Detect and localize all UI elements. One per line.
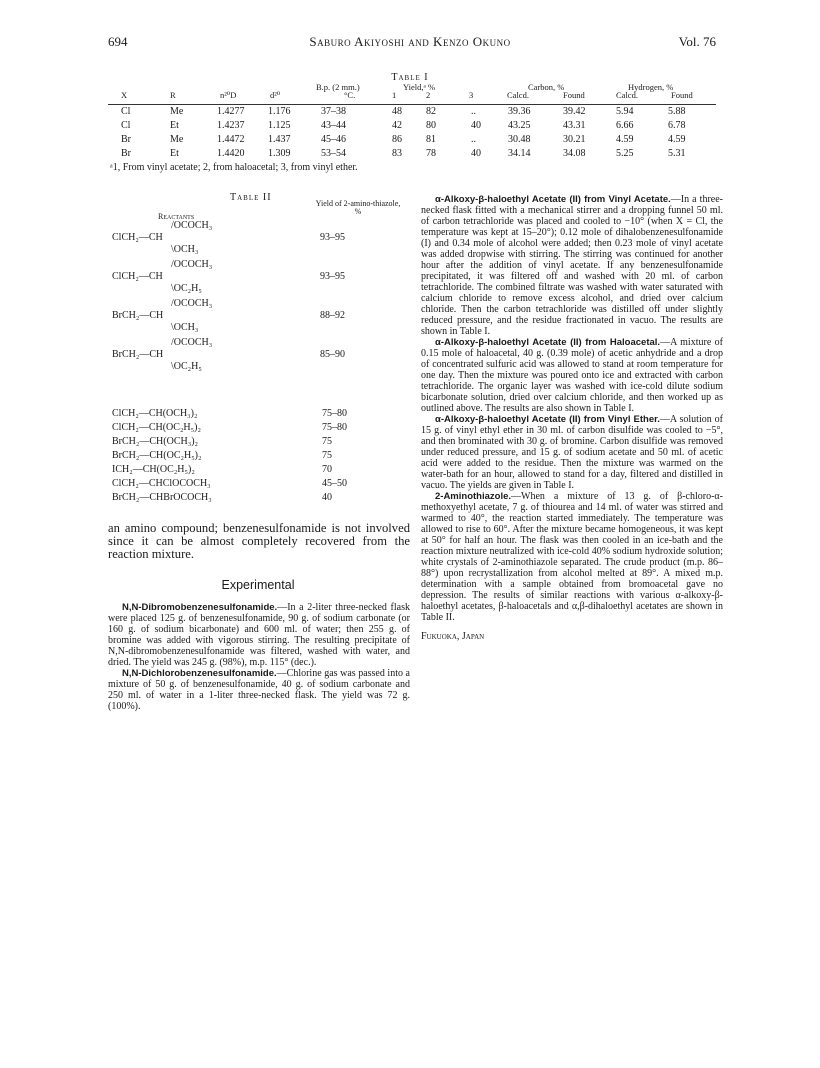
table1-cell: 39.42 [563, 106, 586, 117]
table2-yield: 93–95 [320, 232, 345, 243]
table2-simple-entry [108, 478, 408, 490]
table2-simple-entry [108, 492, 408, 504]
paragraph-text: —In a 2-liter three-necked flask were placed 125 g. of benzenesulfonamide, 90 g. of sodium carbonate (or 160 g. of sodium bicarbonate) and 600 ml. of water; then 255 g. of bromine was added with vigorous stirring. The resulting precipitate of N,N-dibromobenzenesulfonamide was filtered, washed with water, and dried. The yield was 245 g. (98%), m.p. 115° (dec.). [108, 602, 410, 668]
table1-cell: 86 [392, 134, 402, 145]
table2-compound: ClCH₂—CH(OC₂H₅)₂ [112, 422, 201, 433]
table2-yield: 45–50 [322, 478, 347, 489]
paragraph-text: —In a three-necked flask fitted with a mechanical stirrer and a dropping funnel 50 ml. of carbon tetrachloride was placed and cooled to −10° (when X = Cl, the temperature was kept at 15–20°); 0.12 mole of dihalobenzenesulfonamide (I) and 0.34 mole of alcohol were added; then 0.23 mole of vinyl acetate was added dropwise with stirring. The stirring was continued for another hour after the addition of vinyl acetate. If any benzenesulfonamide precipitated, it was filtered off and washed with 20 ml. of carbon tetrachloride. The combined filtrate was washed with water saturated with calcium chloride to remove excess alcohol, and dried over calcium chloride. Then the carbon tetrachloride was distilled off under slightly reduced pressure, and the residue fractionated in vacuo. The results are shown in Table I. [421, 194, 723, 337]
paragraph-from-haloacetal [421, 337, 723, 414]
table2-yield: 70 [322, 464, 332, 475]
table1-cell: 80 [426, 120, 436, 131]
table2-formula-part: /OCOCH₃ [171, 259, 213, 270]
table2-formula-part: \OCH₃ [171, 322, 199, 333]
col-r: R [170, 90, 176, 100]
table1-cell: 1.4237 [217, 120, 245, 131]
col-nd: n²⁰D [220, 90, 237, 100]
table2-compound: ClCH₂—CHClOCOCH₃ [112, 478, 211, 489]
col-yield: Yield,ᵃ % [403, 82, 436, 92]
table1-cell: 6.66 [616, 120, 634, 131]
right-column [421, 194, 723, 642]
place-line: Fukuoka, Japan [421, 631, 485, 642]
table2-formula-part: \OC₂H₅ [171, 283, 202, 294]
col-h-found: Found [671, 90, 693, 100]
table2-yield: 40 [322, 492, 332, 503]
table1-cell: 1.4277 [217, 106, 245, 117]
table2-yield: 85–90 [320, 349, 345, 360]
table2-simple-entry [108, 422, 408, 434]
experimental-heading: Experimental [221, 578, 295, 592]
table1-cell: 48 [392, 106, 402, 117]
table1-row [108, 105, 716, 119]
table1-cell: Br [121, 134, 131, 145]
col-y1: 1 [392, 90, 397, 100]
table2-yield: 75–80 [322, 422, 347, 433]
col-c-calcd: Calcd. [507, 90, 529, 100]
table1-caption: Table I [391, 72, 429, 83]
table1-cell: 1.4420 [217, 148, 245, 159]
col-bp: B.p. (2 mm.) [316, 82, 360, 92]
table1-cell: 6.78 [668, 120, 686, 131]
table2-header-reactants: Reactants [158, 212, 195, 221]
paragraph-dichloro [108, 668, 410, 712]
table2-formula-part: /OCOCH₃ [171, 220, 213, 231]
col-y2: 2 [426, 90, 431, 100]
author-header: Saburo Akiyoshi and Kenzo Okuno [309, 34, 511, 49]
col-x: X [121, 90, 128, 100]
table1-cell: 30.21 [563, 134, 586, 145]
col-y3: 3 [469, 90, 474, 100]
table1-cell: 4.59 [616, 134, 634, 145]
table1-cell: 34.08 [563, 148, 586, 159]
table2-formula-part: BrCH₂—CH [112, 349, 164, 360]
table2-simple-entry [108, 464, 408, 476]
col-bp-unit: °C. [344, 90, 356, 100]
table1-row [108, 119, 716, 133]
table2-branched-entry [108, 298, 408, 338]
table1-cell: 5.88 [668, 106, 686, 117]
table1-cell: 34.14 [508, 148, 531, 159]
paragraph-text: —When a mixture of 13 g. of β-chloro-α-methoxyethyl acetate, 7 g. of thiourea and 14 ml. of water was stirred and warmed to 40°, the reaction started immediately. The temperature was allowed to rise to 60°. After the mixture became homogeneous, it was kept at 50° for half an hour. The flask was then cooled in an ice-bath and the reaction mixture neutralized with ice-cold 40% sodium hydroxide solution; white crystals of 2-aminothiazole separated. The crude product (m.p. 86–88°) upon recrystallization from alcohol melted at 89°. A mixed m.p. determination with a sample obtained from bromoacetal gave no depression. The results of similar reactions with various α-alkoxy-β-haloethyl acetates, β-haloacetals and α,β-dihaloethyl acetates are shown in Table II. [421, 491, 723, 623]
table1-cell: 40 [471, 120, 481, 131]
table1-cell: 81 [426, 134, 436, 145]
table2-branched-entry [108, 337, 408, 377]
paragraph-aminothiazole [421, 491, 723, 623]
table1-cell: 5.31 [668, 148, 686, 159]
page-number: 694 [108, 34, 128, 49]
table1-cell: Cl [121, 106, 131, 117]
table1-cell: 42 [392, 120, 402, 131]
table2-compound: BrCH₂—CH(OC₂H₅)₂ [112, 450, 202, 461]
col-c-found: Found [563, 90, 585, 100]
table2-caption: Table II [230, 192, 272, 203]
table1-row [108, 133, 716, 147]
table1-cell: 43.25 [508, 120, 531, 131]
table1 [108, 80, 716, 161]
table1-cell: 82 [426, 106, 436, 117]
col-h-calcd: Calcd. [616, 90, 638, 100]
table1-cell: 1.176 [268, 106, 291, 117]
table2-formula-part: /OCOCH₃ [171, 298, 213, 309]
volume-label: Vol. 76 [678, 34, 716, 49]
table1-cell: Et [170, 148, 179, 159]
col-hydrogen: Hydrogen, % [628, 82, 674, 92]
table2-compound: ClCH₂—CH(OCH₃)₂ [112, 408, 198, 419]
table1-cell: .. [471, 134, 476, 145]
table2-yield: 88–92 [320, 310, 345, 321]
table1-cell: 43.31 [563, 120, 586, 131]
table2-branched-entry [108, 220, 408, 260]
left-column-experimental [108, 602, 410, 712]
table2-formula-part: ClCH₂—CH [112, 232, 163, 243]
table1-cell: 40 [471, 148, 481, 159]
table1-cell: 1.125 [268, 120, 291, 131]
paragraph-dibromo [108, 602, 410, 668]
paragraph-text: —A solution of 15 g. of vinyl ethyl ether in 30 ml. of carbon disulfide was cooled to −5°, and then brominated with 30 g. of bromine. Carbon disulfide was removed under reduced pressure, and 15 g. of sodium acetate and 50 ml. of acetic acid were added to the residue. Then the mixture was warmed on the water-bath for an hour, allowed to stand for a day, filtered and distilled in vacuo. The yields are given in Table I. [421, 414, 723, 491]
table2-formula-part: \OCH₃ [171, 244, 199, 255]
table1-cell: Cl [121, 120, 131, 131]
paragraph-title: N,N-Dichlorobenzenesulfonamide. [122, 668, 277, 679]
table2-simple-entry [108, 450, 408, 462]
table2-formula-part: ClCH₂—CH [112, 271, 163, 282]
table1-cell: 5.94 [616, 106, 634, 117]
table1-cell: 1.437 [268, 134, 291, 145]
paragraph-from-vinyl-acetate [421, 194, 723, 337]
table2-yield: 75 [322, 450, 332, 461]
col-d: d²⁰ [270, 90, 281, 100]
table2-formula-part: BrCH₂—CH [112, 310, 164, 321]
table2-simple-entry [108, 436, 408, 448]
table1-cell: Me [170, 134, 184, 145]
table1-cell: 1.4472 [217, 134, 245, 145]
table2-compound: ICH₂—CH(OC₂H₅)₂ [112, 464, 195, 475]
table1-row [108, 147, 716, 161]
table1-cell: Br [121, 148, 131, 159]
table1-footnote: ᵃ1, From vinyl acetate; 2, from haloacetal; 3, from vinyl ether. [110, 162, 358, 173]
table1-cell: 83 [392, 148, 402, 159]
table2-formula-part: /OCOCH₃ [171, 337, 213, 348]
table1-cell: .. [471, 106, 476, 117]
table2-header-yield: Yield of 2-amino-thiazole, % [315, 199, 401, 216]
table2-compound: BrCH₂—CH(OCH₃)₂ [112, 436, 199, 447]
table1-cell: 45–46 [321, 134, 346, 145]
table1-cell: 39.36 [508, 106, 531, 117]
table1-cell: 30.48 [508, 134, 531, 145]
table1-cell: Et [170, 120, 179, 131]
table1-cell: 4.59 [668, 134, 686, 145]
table1-cell: 5.25 [616, 148, 634, 159]
table1-body [108, 105, 716, 161]
paragraph-title: α-Alkoxy-β-haloethyl Acetate (II) from Vinyl Acetate. [435, 194, 671, 205]
table1-cell: 53–54 [321, 148, 346, 159]
table2-yield: 75 [322, 436, 332, 447]
table2-simple-entry [108, 408, 408, 420]
table2-yield: 75–80 [322, 408, 347, 419]
table1-cell: 1.309 [268, 148, 291, 159]
table1-cell: 43–44 [321, 120, 346, 131]
table2-formula-part: \OC₂H₅ [171, 361, 202, 372]
paragraph-text: —Chlorine gas was passed into a mixture of 50 g. of benzenesulfonamide, 40 g. of sodium carbonate and 250 ml. of water in a 1-liter three-necked flask. The yield was 72 g. (100%). [108, 668, 410, 712]
table2-compound: BrCH₂—CHBrOCOCH₃ [112, 492, 212, 503]
table1-header [108, 80, 716, 104]
paragraph-from-vinyl-ether [421, 414, 723, 491]
table1-cell: Me [170, 106, 184, 117]
table1-cell: 37–38 [321, 106, 346, 117]
paragraph-title: α-Alkoxy-β-haloethyl Acetate (II) from Haloacetal. [435, 337, 661, 348]
paragraph-title: N,N-Dibromobenzenesulfonamide. [122, 602, 278, 613]
paragraph-title: 2-Aminothiazole. [435, 491, 512, 502]
col-carbon: Carbon, % [528, 82, 565, 92]
table2-branched-entry [108, 259, 408, 299]
paragraph-title: α-Alkoxy-β-haloethyl Acetate (II) from Vinyl Ether. [435, 414, 660, 425]
intro-paragraph: an amino compound; benzenesulfonamide is not involved since it can be almost completely recovered from the reaction mixture. [108, 521, 410, 561]
table1-cell: 78 [426, 148, 436, 159]
paragraph-text: —A mixture of 0.15 mole of haloacetal, 40 g. (0.39 mole) of acetic anhydride and a drop of concentrated sulfuric acid was allowed to stand at room temperature for one day. Then the mixture was poured onto ice and extracted with carbon tetrachloride. The organic layer was washed with ice-cold dilute sodium bicarbonate solution, dried over calcium chloride, and then worked up as outlined above. The results are also shown in Table I. [421, 337, 723, 414]
table2-yield: 93–95 [320, 271, 345, 282]
